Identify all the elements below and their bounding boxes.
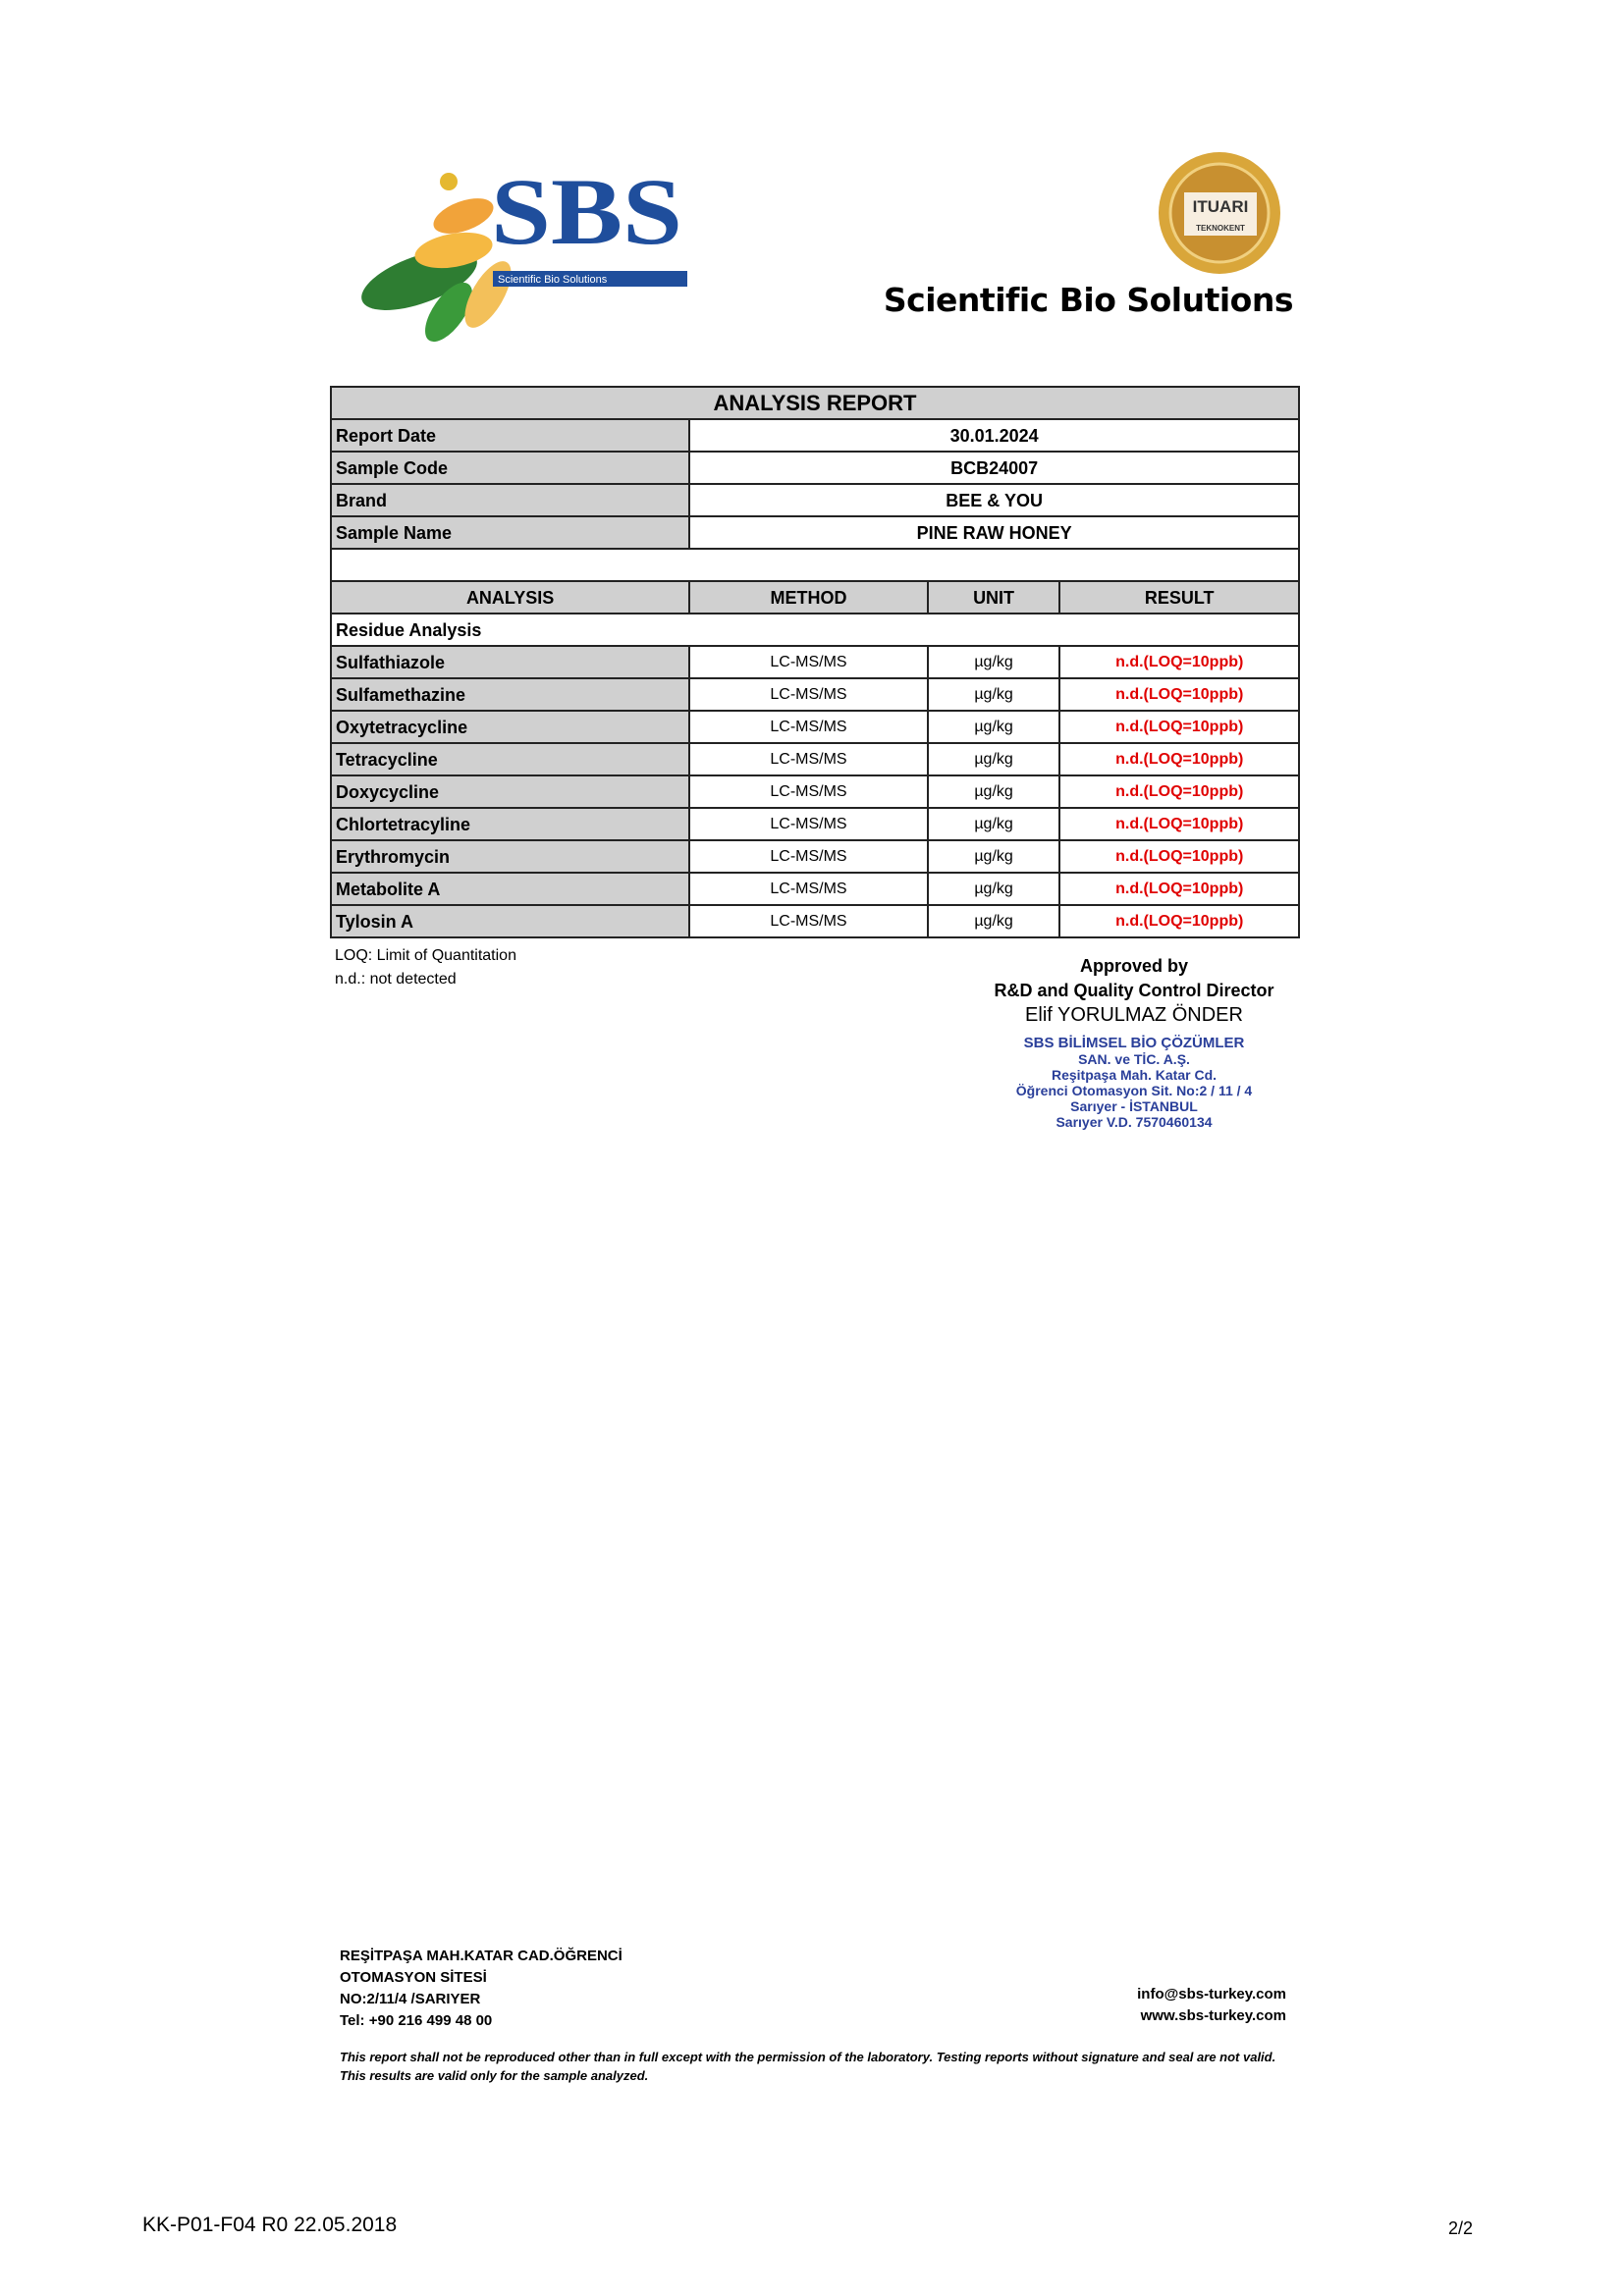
table-row xyxy=(331,840,1299,873)
unit: µg/kg xyxy=(928,775,1060,808)
info-row xyxy=(331,452,1299,484)
analysis-name: Tetracycline xyxy=(331,743,689,775)
table-row xyxy=(331,678,1299,711)
stamp-line: Öğrenci Otomasyon Sit. No:2 / 11 / 4 xyxy=(1015,1083,1253,1098)
company-stamp xyxy=(1014,1036,1255,1130)
result: n.d.(LOQ=10ppb) xyxy=(1059,678,1299,711)
method: LC-MS/MS xyxy=(689,873,927,905)
analysis-name: Metabolite A xyxy=(331,873,689,905)
col-method: METHOD xyxy=(689,581,927,614)
info-value: BCB24007 xyxy=(689,452,1299,484)
result: n.d.(LOQ=10ppb) xyxy=(1059,808,1299,840)
result: n.d.(LOQ=10ppb) xyxy=(1059,743,1299,775)
info-label: Sample Name xyxy=(331,516,689,549)
note-nd: n.d.: not detected xyxy=(335,971,457,988)
result: n.d.(LOQ=10ppb) xyxy=(1059,905,1299,937)
ituari-seal xyxy=(1149,149,1291,277)
unit: µg/kg xyxy=(928,678,1060,711)
spacer-row xyxy=(331,549,1299,581)
analysis-name: Sulfathiazole xyxy=(331,646,689,678)
disclaimer: This report shall not be reproduced other than in full except with the permission of the laboratory. Testing reports without signature and seal are not valid. This results are valid only for the sample analyzed. xyxy=(340,2050,1276,2083)
method: LC-MS/MS xyxy=(689,775,927,808)
result: n.d.(LOQ=10ppb) xyxy=(1059,646,1299,678)
table-row xyxy=(331,808,1299,840)
table-row xyxy=(331,905,1299,937)
website: www.sbs-turkey.com xyxy=(1140,2007,1286,2024)
stamp-line: Reşitpaşa Mah. Katar Cd. xyxy=(1051,1067,1218,1083)
approved-by: Approved by xyxy=(1079,956,1188,976)
info-value: 30.01.2024 xyxy=(689,419,1299,452)
address-line: REŞİTPAŞA MAH.KATAR CAD.ÖĞRENCİ xyxy=(340,1948,623,1964)
svg-text:ITUARI: ITUARI xyxy=(1192,197,1249,216)
analysis-name: Oxytetracycline xyxy=(331,711,689,743)
note-loq: LOQ: Limit of Quantitation xyxy=(335,947,516,964)
method: LC-MS/MS xyxy=(689,678,927,711)
result: n.d.(LOQ=10ppb) xyxy=(1059,840,1299,873)
table-row xyxy=(331,775,1299,808)
report-title: ANALYSIS REPORT xyxy=(331,387,1299,419)
info-row xyxy=(331,419,1299,452)
email: info@sbs-turkey.com xyxy=(1137,1986,1286,2002)
table-row xyxy=(331,711,1299,743)
analysis-name: Doxycycline xyxy=(331,775,689,808)
approval-block xyxy=(943,954,1326,1028)
unit: µg/kg xyxy=(928,840,1060,873)
unit: µg/kg xyxy=(928,873,1060,905)
unit: µg/kg xyxy=(928,743,1060,775)
result: n.d.(LOQ=10ppb) xyxy=(1059,711,1299,743)
method: LC-MS/MS xyxy=(689,711,927,743)
stamp-line: SBS BİLİMSEL BİO ÇÖZÜMLER xyxy=(1023,1035,1245,1051)
below-table xyxy=(330,944,1300,1130)
method: LC-MS/MS xyxy=(689,646,927,678)
method: LC-MS/MS xyxy=(689,840,927,873)
analysis-report-table xyxy=(330,386,1300,938)
table-row xyxy=(331,873,1299,905)
address-line: NO:2/11/4 /SARIYER xyxy=(340,1991,481,2007)
analysis-name: Tylosin A xyxy=(331,905,689,937)
table-row xyxy=(331,743,1299,775)
stamp-line: Sarıyer V.D. 7570460134 xyxy=(1056,1114,1213,1130)
method: LC-MS/MS xyxy=(689,905,927,937)
svg-text:SBS: SBS xyxy=(491,159,682,264)
phone: Tel: +90 216 499 48 00 xyxy=(340,2012,493,2029)
stamp-line: SAN. ve TİC. A.Ş. xyxy=(1078,1051,1190,1067)
company-name: Scientific Bio Solutions xyxy=(883,281,1293,319)
page-number: 2/2 xyxy=(1448,2218,1474,2238)
result: n.d.(LOQ=10ppb) xyxy=(1059,873,1299,905)
address-line: OTOMASYON SİTESİ xyxy=(340,1969,487,1986)
approver-name: Elif YORULMAZ ÖNDER xyxy=(1025,1004,1243,1026)
analysis-name: Chlortetracyline xyxy=(331,808,689,840)
contact xyxy=(1137,1984,1286,2027)
method: LC-MS/MS xyxy=(689,743,927,775)
svg-text:Scientific Bio: Scientific Bio Solutions xyxy=(498,274,608,286)
info-row xyxy=(331,516,1299,549)
analysis-name: Sulfamethazine xyxy=(331,678,689,711)
info-value: PINE RAW HONEY xyxy=(689,516,1299,549)
info-row xyxy=(331,484,1299,516)
unit: µg/kg xyxy=(928,808,1060,840)
col-analysis: ANALYSIS xyxy=(331,581,689,614)
address xyxy=(340,1946,623,2032)
approval-column xyxy=(943,944,1326,1130)
col-result: RESULT xyxy=(1059,581,1299,614)
sbs-logo xyxy=(346,157,689,344)
unit: µg/kg xyxy=(928,905,1060,937)
analysis-name: Erythromycin xyxy=(331,840,689,873)
unit: µg/kg xyxy=(928,711,1060,743)
notes xyxy=(330,944,516,1130)
approver-title: R&D and Quality Control Director xyxy=(994,981,1274,1000)
method: LC-MS/MS xyxy=(689,808,927,840)
unit: µg/kg xyxy=(928,646,1060,678)
col-unit: UNIT xyxy=(928,581,1060,614)
info-label: Brand xyxy=(331,484,689,516)
result: n.d.(LOQ=10ppb) xyxy=(1059,775,1299,808)
stamp-line: Sarıyer - İSTANBUL xyxy=(1070,1098,1198,1114)
svg-text:TEKNOKENT: TEKNOKENT xyxy=(1196,224,1245,233)
info-label: Sample Code xyxy=(331,452,689,484)
info-value: BEE & YOU xyxy=(689,484,1299,516)
form-code: KK-P01-F04 R0 22.05.2018 xyxy=(142,2214,398,2236)
section-heading: Residue Analysis xyxy=(331,614,1299,646)
report-body xyxy=(330,386,1300,1130)
info-label: Report Date xyxy=(331,419,689,452)
table-row xyxy=(331,646,1299,678)
